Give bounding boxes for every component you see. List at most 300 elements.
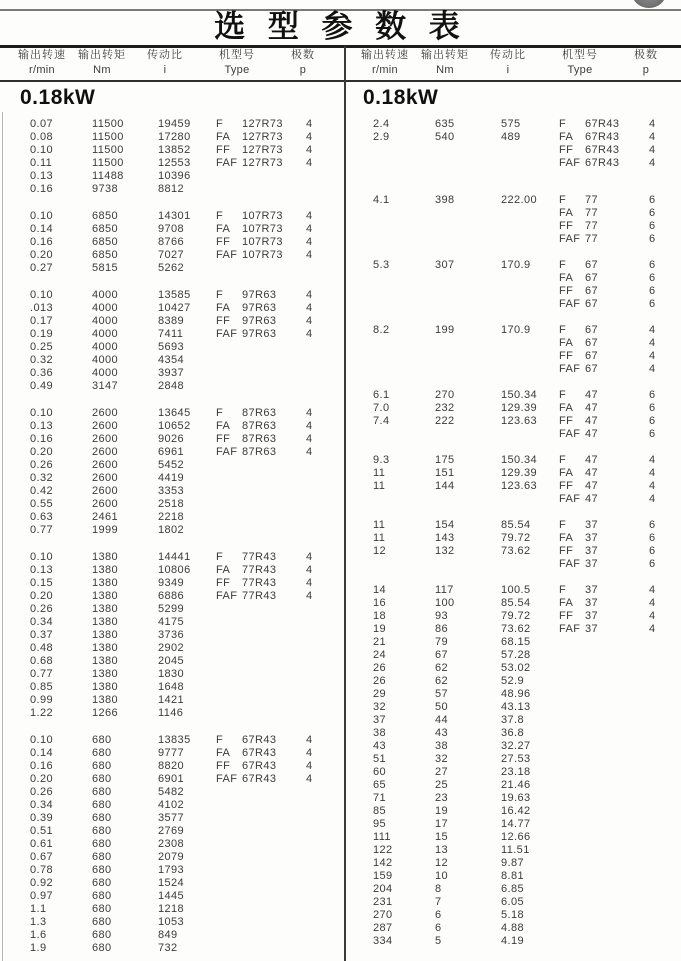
cell-type-model: 127R73	[242, 118, 283, 130]
table-row	[0, 262, 341, 275]
cell-torque: 2600	[92, 459, 119, 471]
cell-type-model	[242, 380, 306, 393]
cell-type-model	[585, 766, 649, 779]
cell-speed: 60	[373, 766, 387, 778]
table-row	[0, 511, 341, 524]
cell-ratio: 8812	[158, 183, 185, 195]
cell-ratio: 150.34	[501, 454, 538, 466]
cell-type-model: 87R63	[242, 420, 277, 432]
cell-speed: 0.13	[30, 420, 54, 432]
cell-poles: 4	[649, 467, 656, 479]
cell-type-prefix	[559, 844, 585, 857]
table-row	[0, 707, 341, 720]
cell-speed: 0.19	[30, 328, 54, 340]
cell-speed	[373, 363, 435, 376]
cell-type-prefix: FAF	[559, 157, 581, 169]
cell-poles	[306, 851, 336, 864]
cell-poles	[306, 642, 336, 655]
cell-speed	[373, 350, 435, 363]
cell-type-prefix	[216, 812, 242, 825]
cell-speed	[373, 285, 435, 298]
right-table-header	[341, 48, 681, 80]
cell-type-model: 67R43	[585, 131, 620, 143]
table-row	[343, 935, 681, 948]
cell-torque: 11488	[92, 170, 124, 182]
cell-type-prefix	[216, 694, 242, 707]
cell-type-model: 77	[585, 207, 599, 219]
cell-ratio: 79.72	[501, 610, 531, 622]
cell-ratio: 4.88	[501, 922, 525, 934]
cell-type-prefix	[216, 681, 242, 694]
cell-type-prefix	[216, 170, 242, 183]
cell-poles	[306, 354, 336, 367]
table-row	[343, 118, 681, 131]
cell-ratio: 489	[501, 131, 521, 143]
cell-ratio: 9777	[158, 747, 185, 759]
cell-speed: 1.22	[30, 707, 54, 719]
cell-ratio: 129.39	[501, 467, 538, 479]
cell-speed: 159	[373, 870, 393, 882]
cell-speed: 0.16	[30, 760, 54, 772]
cell-torque: 1380	[92, 668, 119, 680]
cell-torque: 13	[435, 844, 449, 856]
cell-torque	[435, 272, 501, 285]
cell-ratio	[501, 272, 559, 285]
cell-ratio: 5693	[158, 341, 185, 353]
cell-type-model: 77R43	[242, 577, 277, 589]
cell-type-model: 47	[585, 428, 599, 440]
table-row	[343, 285, 681, 298]
cell-type-prefix	[559, 662, 585, 675]
cell-type-prefix: FAF	[216, 590, 238, 602]
cell-type-model: 67	[585, 337, 599, 349]
cell-ratio: 17280	[158, 131, 191, 143]
cell-type-model	[585, 857, 649, 870]
column-header-zh: 极数	[291, 49, 315, 61]
cell-torque	[435, 207, 501, 220]
cell-torque: 680	[92, 877, 112, 889]
cell-ratio	[501, 363, 559, 376]
cell-torque: 4000	[92, 354, 119, 366]
table-row	[0, 577, 341, 590]
cell-type-prefix	[559, 701, 585, 714]
cell-ratio	[501, 337, 559, 350]
cell-type-model	[242, 524, 306, 537]
cell-speed: 2.9	[373, 131, 390, 143]
table-row	[0, 249, 341, 262]
cell-torque: 117	[435, 584, 454, 596]
cell-ratio: 57.28	[501, 649, 531, 661]
cell-type-model	[242, 183, 306, 196]
cell-type-model: 77R43	[242, 551, 277, 563]
cell-type-prefix: FA	[559, 597, 574, 609]
cell-ratio: 4354	[158, 354, 185, 366]
table-block	[343, 584, 681, 948]
cell-torque: 5	[435, 935, 442, 947]
cell-ratio: 7411	[158, 328, 184, 340]
cell-type-model: 107R73	[242, 210, 283, 222]
cell-poles	[306, 524, 336, 537]
cell-torque: 2600	[92, 433, 119, 445]
table-row	[0, 812, 341, 825]
cell-type-prefix: F	[216, 210, 224, 222]
table-row	[0, 433, 341, 446]
cell-poles: 4	[306, 315, 313, 327]
cell-type-model	[242, 170, 306, 183]
cell-type-model	[585, 818, 649, 831]
cell-torque: 222	[435, 415, 455, 427]
cell-poles	[306, 472, 336, 485]
cell-type-model: 77	[585, 194, 599, 206]
cell-ratio: 13852	[158, 144, 191, 156]
cell-type-model	[242, 903, 306, 916]
cell-poles	[649, 779, 679, 792]
cell-speed: 43	[373, 740, 387, 752]
cell-type-prefix: FAF	[216, 249, 238, 261]
table-row	[343, 467, 681, 480]
table-row	[0, 420, 341, 433]
cell-torque: 680	[92, 916, 112, 928]
table-row	[343, 480, 681, 493]
cell-type-model	[242, 262, 306, 275]
table-block	[0, 551, 341, 720]
cell-ratio: 732	[158, 942, 178, 954]
cell-speed: 0.26	[30, 603, 54, 615]
column-header-zh: 输出转矩	[78, 49, 126, 61]
cell-torque: 1380	[92, 616, 119, 628]
table-row	[0, 223, 341, 236]
cell-type-model	[585, 935, 649, 948]
cell-speed: 0.42	[30, 485, 54, 497]
cell-type-model	[585, 753, 649, 766]
cell-torque: 680	[92, 851, 112, 863]
cell-ratio: 3353	[158, 485, 185, 497]
cell-torque	[435, 350, 501, 363]
cell-speed	[373, 298, 435, 311]
cell-type-prefix: F	[216, 118, 224, 130]
cell-type-model	[242, 799, 306, 812]
cell-speed: 0.26	[30, 786, 54, 798]
cell-type-prefix	[216, 864, 242, 877]
cell-ratio: 8.81	[501, 870, 525, 882]
table-row	[0, 289, 341, 302]
table-row	[0, 367, 341, 380]
cell-poles: 6	[649, 558, 656, 570]
cell-type-model: 67R43	[585, 118, 620, 130]
cell-torque: 57	[435, 688, 449, 700]
cell-ratio	[501, 350, 559, 363]
cell-ratio: 6.05	[501, 896, 525, 908]
cell-poles	[306, 183, 336, 196]
cell-type-prefix	[559, 753, 585, 766]
column-header-unit: p	[642, 64, 650, 76]
table-row	[343, 740, 681, 753]
cell-type-model	[585, 792, 649, 805]
cell-speed: 14	[373, 584, 387, 596]
cell-ratio: 53.02	[501, 662, 531, 674]
cell-speed: 29	[373, 688, 387, 700]
cell-ratio: 1648	[158, 681, 185, 693]
cell-speed: 0.63	[30, 511, 54, 523]
cell-speed: 0.16	[30, 433, 54, 445]
cell-speed: 0.77	[30, 524, 54, 536]
cell-type-model	[585, 714, 649, 727]
cell-speed: 0.14	[30, 223, 54, 235]
cell-ratio: 1146	[158, 707, 184, 719]
table-row	[343, 298, 681, 311]
cell-type-prefix: FAF	[559, 428, 581, 440]
cell-type-model: 47	[585, 415, 599, 427]
table-block	[343, 259, 681, 311]
cell-type-model	[242, 942, 306, 955]
cell-speed: 0.20	[30, 446, 54, 458]
cell-ratio: 6961	[158, 446, 185, 458]
cell-torque: 680	[92, 929, 112, 941]
cell-ratio: 73.62	[501, 545, 531, 557]
cell-ratio: 7027	[158, 249, 185, 261]
cell-torque: 4000	[92, 315, 119, 327]
cell-poles	[649, 805, 679, 818]
cell-speed: 0.97	[30, 890, 54, 902]
cell-torque: 132	[435, 545, 455, 557]
cell-poles	[306, 864, 336, 877]
cell-type-prefix	[559, 857, 585, 870]
cell-torque: 38	[435, 740, 449, 752]
table-row	[0, 551, 341, 564]
cell-type-prefix	[216, 603, 242, 616]
cell-type-model: 67	[585, 259, 599, 271]
cell-torque: 27	[435, 766, 449, 778]
table-row	[0, 131, 341, 144]
cell-speed: 7.4	[373, 415, 390, 427]
cell-poles: 4	[306, 433, 313, 445]
cell-ratio: 1445	[158, 890, 185, 902]
cell-speed: 0.16	[30, 236, 54, 248]
table-row	[0, 380, 341, 393]
cell-ratio: 1524	[158, 877, 185, 889]
cell-type-model	[242, 655, 306, 668]
cell-type-prefix	[559, 909, 585, 922]
cell-ratio	[501, 298, 559, 311]
cell-type-prefix	[559, 792, 585, 805]
cell-type-model: 97R63	[242, 289, 277, 301]
cell-ratio: 5452	[158, 459, 185, 471]
cell-speed: 0.67	[30, 851, 54, 863]
cell-speed	[373, 272, 435, 285]
table-row	[0, 838, 341, 851]
table-row	[343, 350, 681, 363]
cell-type-model: 97R63	[242, 302, 277, 314]
cell-ratio: 3937	[158, 367, 185, 379]
cell-ratio: 2518	[158, 498, 185, 510]
cell-type-model	[242, 629, 306, 642]
column-header-zh: 传动比	[147, 49, 183, 61]
cell-poles: 4	[306, 328, 313, 340]
cell-torque: 4000	[92, 302, 119, 314]
cell-speed: 0.17	[30, 315, 54, 327]
cell-speed: 0.48	[30, 642, 54, 654]
cell-ratio: 1421	[158, 694, 185, 706]
cell-type-model	[585, 662, 649, 675]
table-block	[0, 734, 341, 955]
table-row	[0, 485, 341, 498]
cell-poles	[306, 367, 336, 380]
table-row	[0, 315, 341, 328]
cell-type-prefix	[559, 727, 585, 740]
cell-type-model	[242, 916, 306, 929]
cell-speed: 0.13	[30, 564, 54, 576]
cell-ratio: 575	[501, 118, 521, 130]
cell-type-prefix: FF	[216, 236, 231, 248]
cell-poles: 4	[306, 223, 313, 235]
cell-type-prefix	[559, 935, 585, 948]
cell-speed	[373, 220, 435, 233]
column-header-zh: 极数	[634, 49, 658, 61]
cell-torque: 1380	[92, 629, 119, 641]
cell-poles	[306, 890, 336, 903]
cell-ratio: 5262	[158, 262, 185, 274]
cell-type-prefix: FF	[216, 315, 231, 327]
cell-poles: 6	[649, 298, 656, 310]
cell-torque: 1380	[92, 681, 119, 693]
cell-type-prefix: FA	[559, 272, 574, 284]
column-header-zh: 输出转矩	[421, 49, 469, 61]
cell-poles	[306, 459, 336, 472]
table-row	[343, 922, 681, 935]
cell-speed: 0.26	[30, 459, 54, 471]
cell-type-prefix: FA	[559, 467, 574, 479]
cell-poles	[306, 786, 336, 799]
cell-speed: 142	[373, 857, 393, 869]
cell-poles: 4	[306, 551, 313, 563]
cell-ratio: 123.63	[501, 480, 538, 492]
column-header-unit: r/min	[29, 64, 55, 76]
table-row	[343, 636, 681, 649]
table-row	[343, 389, 681, 402]
cell-type-model	[242, 838, 306, 851]
table-row	[343, 363, 681, 376]
cell-ratio: 10427	[158, 302, 191, 314]
cell-type-model	[242, 681, 306, 694]
cell-poles: 4	[649, 337, 656, 349]
table-row	[343, 493, 681, 506]
cell-torque: 154	[435, 519, 455, 531]
cell-type-model	[585, 909, 649, 922]
cell-torque: 1380	[92, 694, 119, 706]
cell-poles: 4	[306, 564, 313, 576]
cell-poles	[649, 844, 679, 857]
table-row	[343, 844, 681, 857]
cell-torque: 2600	[92, 485, 119, 497]
cell-type-prefix	[559, 636, 585, 649]
cell-torque: 43	[435, 727, 449, 739]
cell-torque: 11500	[92, 131, 124, 143]
cell-type-model	[585, 922, 649, 935]
cell-type-model	[585, 896, 649, 909]
cell-torque: 6850	[92, 223, 119, 235]
cell-speed: 204	[373, 883, 393, 895]
cell-speed: 0.16	[30, 183, 54, 195]
cell-type-prefix	[216, 183, 242, 196]
cell-ratio: 43.13	[501, 701, 531, 713]
cell-torque: 17	[435, 818, 449, 830]
cell-poles	[649, 818, 679, 831]
cell-poles: 4	[306, 249, 313, 261]
cell-poles	[306, 694, 336, 707]
cell-speed: 0.39	[30, 812, 54, 824]
cell-poles: 6	[649, 259, 656, 271]
cell-speed: 0.55	[30, 498, 54, 510]
cell-type-prefix	[559, 779, 585, 792]
cell-type-model: 37	[585, 584, 599, 596]
cell-type-prefix	[216, 877, 242, 890]
cell-type-prefix	[216, 655, 242, 668]
table-row	[0, 157, 341, 170]
cell-poles	[649, 896, 679, 909]
cell-ratio	[501, 428, 559, 441]
table-row	[343, 545, 681, 558]
cell-poles	[649, 792, 679, 805]
cell-poles	[306, 942, 336, 955]
cell-type-prefix: FA	[216, 302, 231, 314]
table-block	[0, 118, 341, 196]
table-row	[343, 415, 681, 428]
cell-type-model: 67R43	[242, 760, 277, 772]
cell-type-model: 67	[585, 363, 599, 375]
table-row	[0, 524, 341, 537]
column-header-unit: Type	[567, 64, 593, 76]
cell-poles	[649, 909, 679, 922]
table-row	[0, 302, 341, 315]
cell-ratio: 2308	[158, 838, 185, 850]
cell-speed: 71	[373, 792, 387, 804]
cell-type-model	[585, 740, 649, 753]
cell-speed: 0.27	[30, 262, 54, 274]
cell-type-prefix	[216, 890, 242, 903]
cell-ratio: 1793	[158, 864, 185, 876]
cell-torque: 1266	[92, 707, 119, 719]
table-row	[343, 220, 681, 233]
cell-poles: 4	[649, 131, 656, 143]
table-row	[343, 558, 681, 571]
cell-speed: 0.20	[30, 590, 54, 602]
cell-type-prefix: F	[559, 389, 567, 401]
table-row	[0, 170, 341, 183]
table-row	[0, 655, 341, 668]
column-header-zh: 传动比	[490, 49, 526, 61]
table-row	[0, 734, 341, 747]
cell-speed	[373, 157, 435, 170]
table-row	[0, 354, 341, 367]
cell-type-prefix	[216, 942, 242, 955]
cell-speed: 19	[373, 623, 387, 635]
cell-torque: 23	[435, 792, 449, 804]
cell-torque: 4000	[92, 341, 119, 353]
cell-poles: 4	[649, 623, 656, 635]
table-row	[0, 183, 341, 196]
cell-speed: 85	[373, 805, 387, 817]
cell-type-model	[242, 694, 306, 707]
table-row	[343, 883, 681, 896]
table-row	[343, 753, 681, 766]
cell-type-prefix	[216, 916, 242, 929]
cell-poles	[649, 675, 679, 688]
cell-type-prefix	[559, 649, 585, 662]
cell-type-model: 97R63	[242, 328, 277, 340]
cell-torque: 6850	[92, 210, 119, 222]
cell-type-prefix: FAF	[559, 233, 581, 245]
cell-torque	[435, 337, 501, 350]
